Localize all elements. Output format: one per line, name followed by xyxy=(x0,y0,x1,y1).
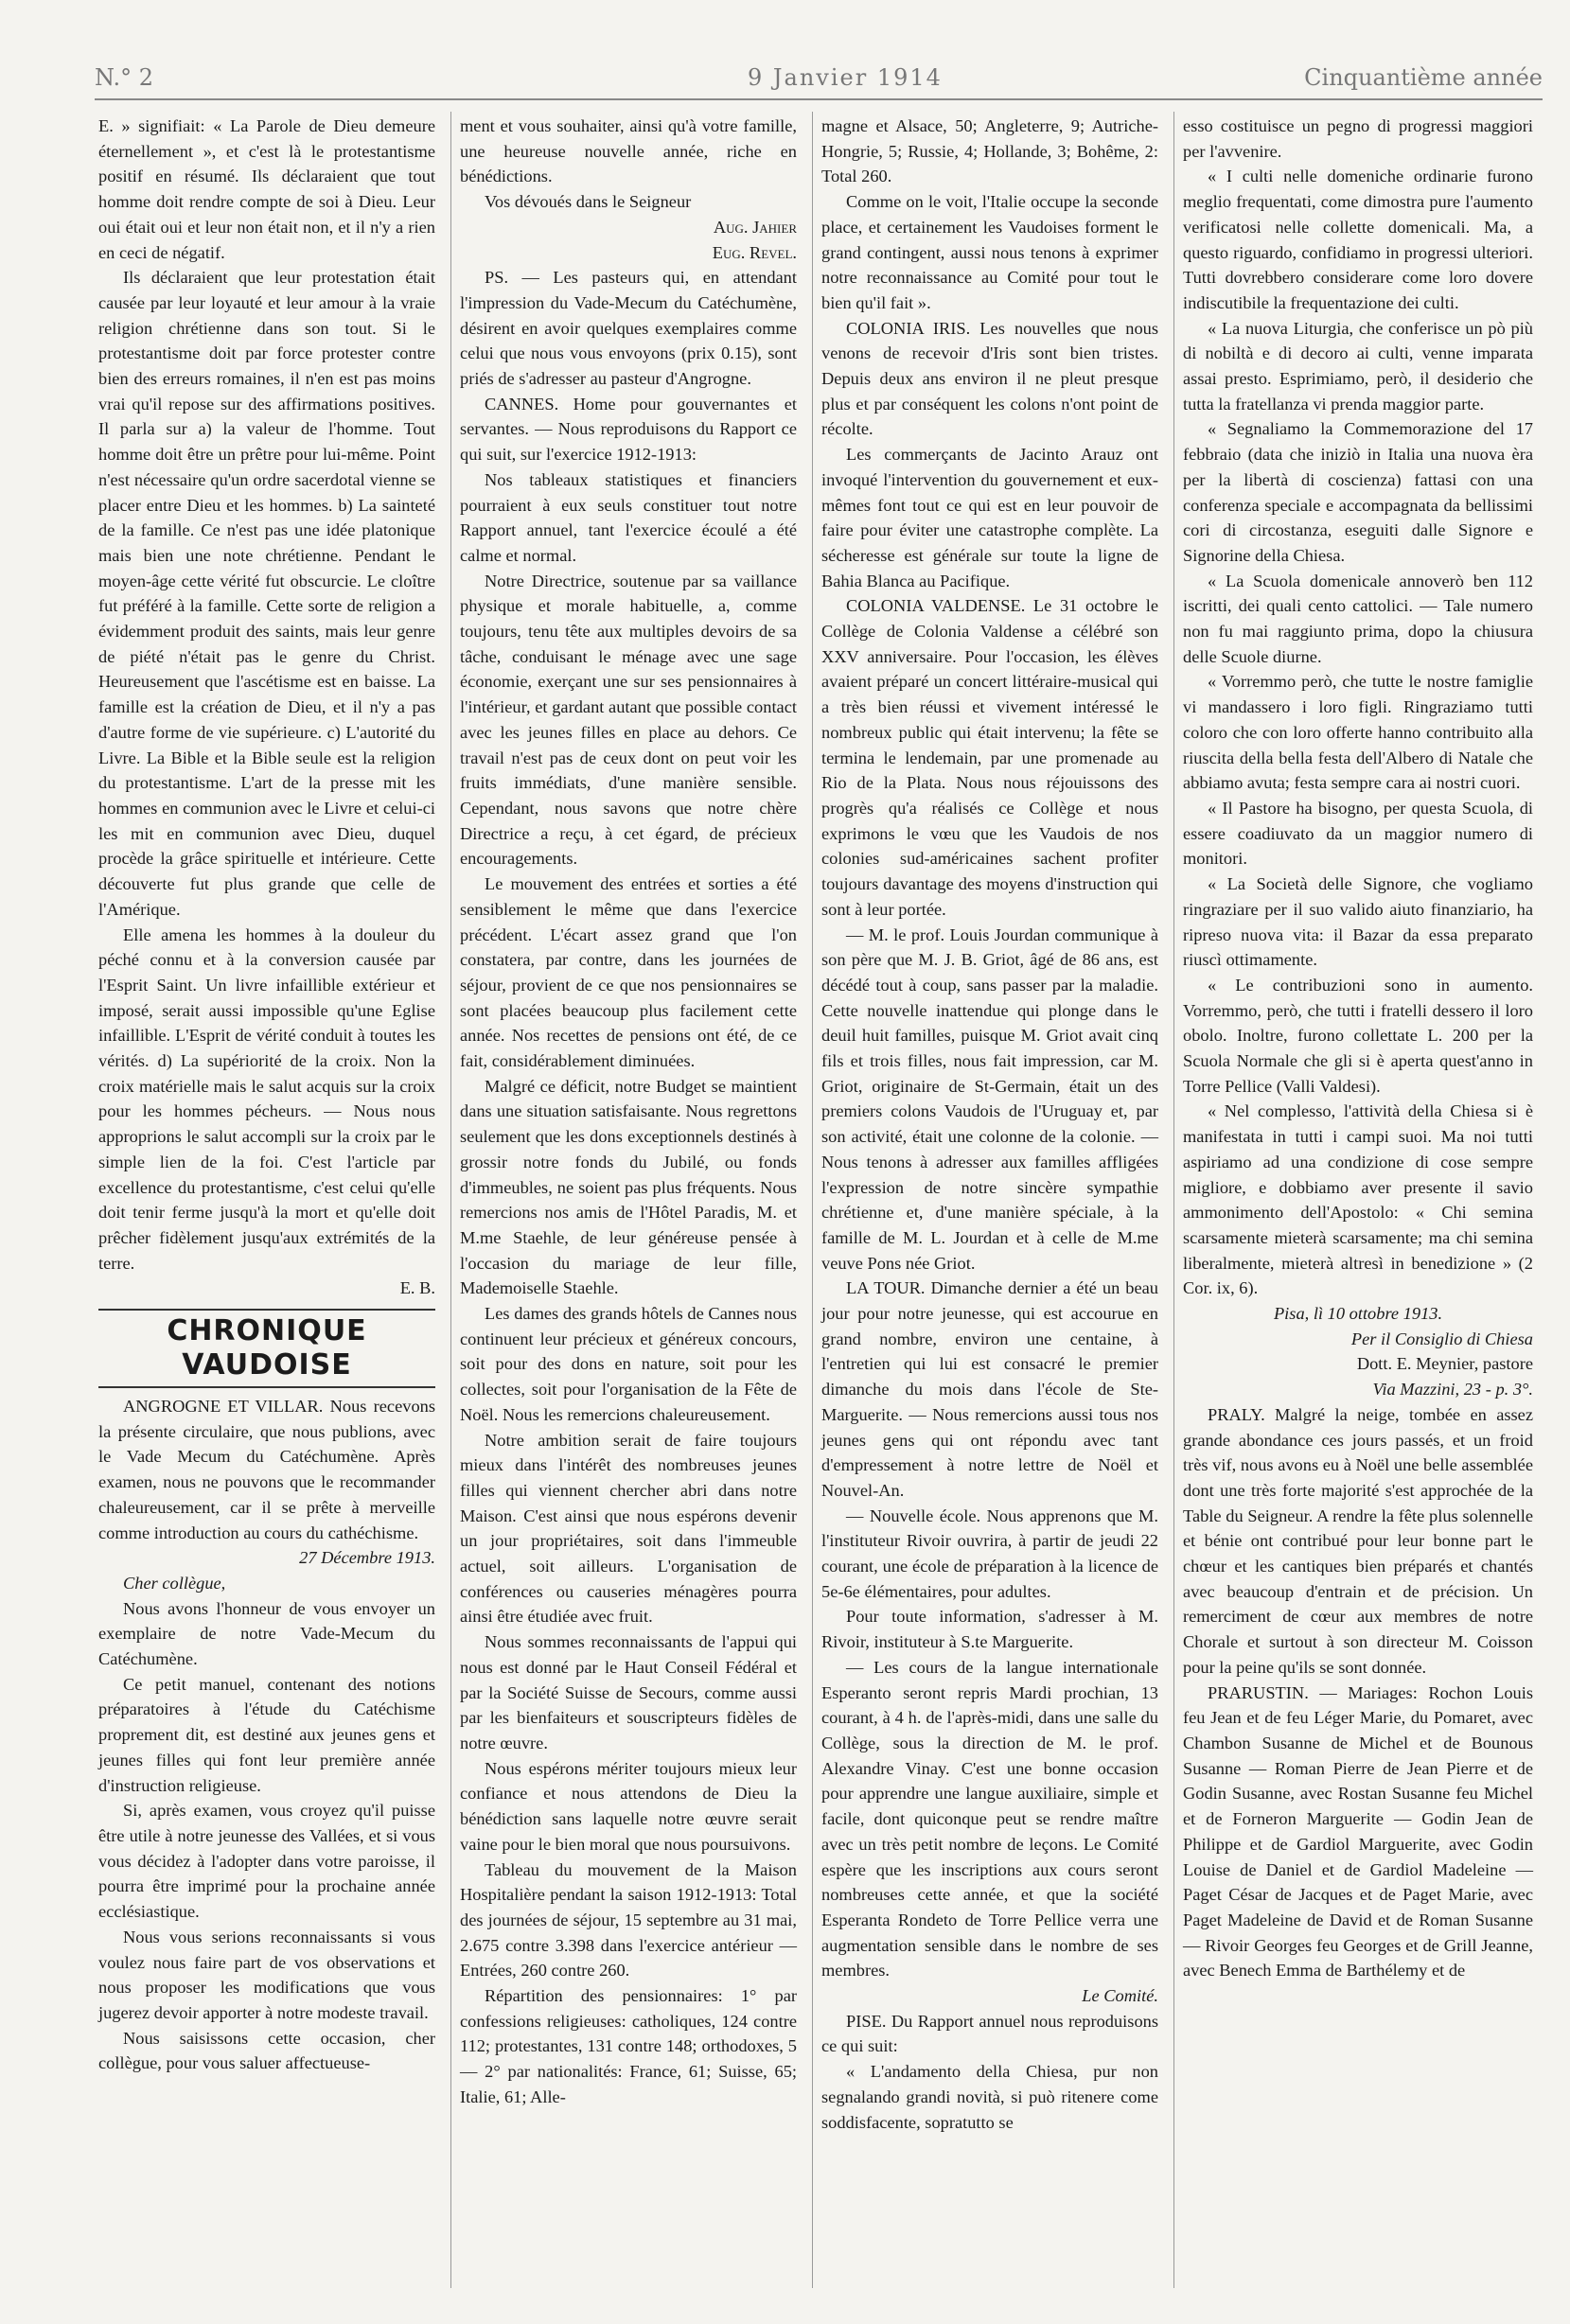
paragraph: Notre Directrice, soutenue par sa vaillance physique et morale habituelle, a, comme toujours, tenu tête aux multiples devoirs de sa tâche, conduisant le ménage avec une sage économie, exerçant une sur ses pensionnaires à l'intérieur, et gardant autant que possible contact avec les jeunes filles en place au dehors. Ce travail n'est pas de ceux dont on peut voir les fruits immédiats, d'une manière sensible. Cependant, nous savons que notre chère Directrice a reçu, à cet égard, de précieux encouragements. xyxy=(460,571,797,869)
issue-number: N.° 2 xyxy=(95,64,153,91)
paragraph: Pour toute information, s'adresser à M. Rivoir, instituteur à S.te Marguerite. xyxy=(821,1607,1158,1652)
paragraph: Les dames des grands hôtels de Cannes nous continuent leur précieux et généreux concours, soit pour des dons en nature, soit pour les collectes, soit pour l'organisation de la Fête de Noël. Nous les remercions chaleureusement. xyxy=(460,1304,797,1424)
paragraph: PRALY. Malgré la neige, tombée en assez grande abondance ces jours passés, et un froid très vif, nous avons eu à Noël une belle assemblée dont une très forte majorité s'est approchée de la Table du Seigneur. A rendre la fête plus solennelle et bénie ont contribué pour leur bonne part le chœur et les cantiques bien préparés et chantés avec beaucoup d'entrain et de précision. Un remerciment de cœur aux membres de notre Chorale et surtout à son directeur M. Coisson pour la peine qu'ils se sont donnée. xyxy=(1183,1404,1533,1677)
paragraph: Malgré ce déficit, notre Budget se maintient dans une situation satisfaisante. Nous regrettons seulement que les dons exceptionnels destinés à grossir notre fonds du Jubilé, ou fonds d'immeubles, ne soient pas plus fréquents. Nous remercions nos amis de l'Hôtel Paradis, M. et M.me Staehle, de leur généreuse pensée à l'occasion du mariage de leur fille, Mademoiselle Staehle. xyxy=(460,1076,797,1298)
volume-year: Cinquantième année xyxy=(1304,64,1543,91)
paragraph: « Nel complesso, l'attività della Chiesa si è manifestata in tutti i campi suoi. Ma noi tutti aspiriamo ad una condizione di cose sempre migliore, e dobbiamo aver presente il savio ammonimento dell'Apostolo: « Chi semina scarsamente mieterà scarsamente; ma chi semina liberalmente, mieterà altresì in benedizione » (2 Cor. ix, 6). xyxy=(1183,1101,1533,1298)
paragraph: « Segnaliamo la Commemorazione del 17 febbraio (data che iniziò in Italia una nuova èra per la libertà di coscienza) fattasi con una conferenza speciale e accompagnata da bellissimi cori di circostanza, eseguiti dalle Signore e Signorine della Chiesa. xyxy=(1183,419,1533,565)
paragraph: esso costituisce un pegno di progressi maggiori per l'avvenire. xyxy=(1183,116,1533,161)
paragraph: LA TOUR. Dimanche dernier a été un beau jour pour notre jeunesse, qui est accourue en grand nombre, environ une centaine, à l'entretien qui lui est consacré le premier dimanche du mois dans l'école de Ste-Marguerite. — Nous remercions aussi tous nos jeunes gens qui ont répondu avec tant d'empressement à notre lettre de Noël et Nouvel-An. xyxy=(821,1278,1158,1500)
paragraph: — M. le prof. Louis Jourdan communique à son père que M. J. B. Griot, âgé de 86 ans, est décédé tout à coup, sans passer par la maladie. Cette nouvelle inattendue qui plonge dans le deuil huit familles, puisque M. Griot avait cinq fils et trois filles, nous fait impression, car M. Griot, originaire de St-Germain, était un des premiers colons Vaudois de l'Uruguay et, par son activité, était une colonne de la colonie. — Nous tenons à adresser aux familles affligées l'expression de notre sincère sympathie chrétienne et, d'une manière spéciale, à la famille de M. L. Jourdan et à celle de M.me veuve Pons née Griot. xyxy=(821,924,1158,1273)
paragraph: Elle amena les hommes à la douleur du péché connu et à la conversion causée par l'Esprit Saint. Un livre infaillible extérieur et imposé, serait aussi impossible qu'une Eglise infaillible. L'Esprit de vérité conduit à toutes les vérités. d) La supériorité de la croix. Non la croix matérielle mais le salut acquis sur la croix pour les hommes pécheurs. — Nous nous approprions le salut accompli sur la croix par le simple lien de la foi. C'est l'article par excellence du protestantisme, c'est celui qu'elle doit tenir ferme jusqu'à la mort et qu'elle doit prêcher fidèlement jusqu'aux extrémités de la terre. xyxy=(98,924,435,1273)
signature: Via Mazzini, 23 - p. 3°. xyxy=(1372,1380,1533,1400)
letter-date: Pisa, lì 10 ottobre 1913. xyxy=(1273,1304,1443,1324)
column-2 xyxy=(460,114,797,2110)
signature: E. B. xyxy=(399,1278,435,1298)
paragraph: « Il Pastore ha bisogno, per questa Scuola, di essere coadiuvato da un maggior numero di monitori. xyxy=(1183,798,1533,869)
paragraph: E. » signifiait: « La Parole de Dieu demeure éternellement », et c'est là le protestantisme positif en résumé. Ils déclaraient que tout homme doit rendre compte de soi à Dieu. Leur oui était oui et leur non était non, et il n'y a rien en ceci de négatif. xyxy=(98,116,435,262)
letter-salutation: Cher collègue, xyxy=(123,1573,226,1593)
paragraph: COLONIA VALDENSE. Le 31 octobre le Collège de Colonia Valdense a célébré son XXV anniversaire. Pour l'occasion, les élèves avaient préparé un concert littéraire-musical qui a très bien réussi et vivement intéressé le nombreux public qui était intervenu; la fête se termina le lendemain, par une promenade au Rio de la Plata. Nous nous réjouissons des progrès qu'a réalisés ce Collège et nous exprimons le vœu que les Vaudois de nos colonies sud-américaines sachent profiter toujours davantage des moyens d'instruction qui sont à leur portée. xyxy=(821,596,1158,919)
signature: Le Comité. xyxy=(1082,1986,1158,2006)
paragraph: « La nuova Liturgia, che conferisce un pò più di nobiltà e di decoro ai culti, venne imparata assai presto. Esprimiamo, però, il desiderio che tutta la fratellanza vi prenda maggior parte. xyxy=(1183,318,1533,414)
header-rule xyxy=(95,98,1543,100)
paragraph: CANNES. Home pour gouvernantes et servantes. — Nous reproduisons du Rapport ce qui suit, sur l'exercice 1912-1913: xyxy=(460,394,797,465)
column-rule xyxy=(812,112,813,2288)
column-4 xyxy=(1183,114,1533,1983)
section-title: CHRONIQUE VAUDOISE xyxy=(98,1309,435,1388)
paragraph: Nos tableaux statistiques et financiers pourraient à eux seuls constituer tout notre Rapport annuel, tant l'exercice écoulé a été calme et normal. xyxy=(460,469,797,565)
paragraph: COLONIA IRIS. Les nouvelles que nous venons de recevoir d'Iris sont bien tristes. Depuis deux ans environ il ne pleut presque plus et par conséquent les colons n'ont point de récolte. xyxy=(821,318,1158,439)
paragraph: — Nouvelle école. Nous apprenons que M. l'instituteur Rivoir ouvrira, à partir de jeudi 22 courant, une école de préparation à la licence de 5e-6e élémentaires, pour adultes. xyxy=(821,1505,1158,1601)
paragraph: « La Scuola domenicale annoverò ben 112 iscritti, dei quali cento cattolici. — Tale numero non fu mai raggiunto prima, dopo la chiusura delle Scuole diurne. xyxy=(1183,571,1533,666)
page-header xyxy=(95,64,1543,97)
paragraph: ANGROGNE ET VILLAR. Nous recevons la présente circulaire, que nous publions, avec le Vade Mecum du Catéchumène. Après examen, nous ne pouvons que le recommander chaleureusement, car il se prête à merveille comme introduction au cours du cathéchisme. xyxy=(98,1397,435,1542)
paragraph: Notre ambition serait de faire toujours mieux dans l'intérêt des nombreuses jeunes filles qui viennent chercher abri dans notre Maison. C'est ainsi que nous espérons devenir un jour propriétaires, soit dans l'immeuble actuel, soit ailleurs. L'organisation de conférences ou causeries ménagères pourra ainsi être étudiée avec fruit. xyxy=(460,1430,797,1627)
paragraph: Nous saisissons cette occasion, cher collègue, pour vous saluer affectueuse- xyxy=(98,2028,435,2073)
paragraph: magne et Alsace, 50; Angleterre, 9; Autriche-Hongrie, 5; Russie, 4; Hollande, 3; Bohême, 2: Total 260. xyxy=(821,116,1158,186)
paragraph: Les commerçants de Jacinto Arauz ont invoqué l'intervention du gouvernement et eux-mêmes font tout ce qui est en leur pouvoir de faire pour éviter une catastrophe complète. La sécheresse est générale sur toute la ligne de Bahia Blanca au Pacifique. xyxy=(821,445,1158,590)
paragraph: Comme on le voit, l'Italie occupe la seconde place, et certainement les Vaudoises forment le grand contingent, aussi nous tenons à exprimer notre reconnaissance au Comité pour tout le bien qu'il fait ». xyxy=(821,192,1158,312)
column-rule xyxy=(1173,112,1174,2288)
paragraph: PS. — Les pasteurs qui, en attendant l'impression du Vade-Mecum du Catéchumène, désirent en avoir quelques exemplaires comme celui que nous vous envoyons (prix 0.15), sont priés de s'adresser au pasteur d'Angrogne. xyxy=(460,268,797,389)
paragraph: « L'andamento della Chiesa, pur non segnalando grandi novità, si può ritenere come soddisfacente, sopratutto se xyxy=(821,2062,1158,2132)
paragraph: « Le contribuzioni sono in aumento. Vorremmo, però, che tutti i fratelli dessero il loro obolo. Inoltre, furono collettate L. 200 per la Scuola Normale che gli si è aperta quest'anno in Torre Pellice (Valli Valdesi). xyxy=(1183,975,1533,1096)
signature: Dott. E. Meynier, pastore xyxy=(1356,1354,1533,1374)
paragraph: « La Società delle Signore, che vogliamo ringraziare per il suo valido aiuto finanziario, ha ripreso nuova vita: il Bazar da essa preparato riuscì ottimamente. xyxy=(1183,874,1533,970)
paragraph: Nous avons l'honneur de vous envoyer un exemplaire de notre Vade-Mecum du Catéchumène. xyxy=(98,1598,435,1669)
paragraph: PISE. Du Rapport annuel nous reproduisons ce qui suit: xyxy=(821,2011,1158,2056)
column-rule xyxy=(450,112,451,2288)
paragraph: « I culti nelle domeniche ordinarie furono meglio frequentati, come dimostra pure l'aumento verificatosi nelle collette domenicali. Ma, a questo riguardo, confidiamo in progressi ulteriori. Tutti dovrebbero considerare come loro dovere indiscutibile la frequentazione dei culti. xyxy=(1183,167,1533,312)
letter-date: 27 Décembre 1913. xyxy=(299,1548,435,1568)
paragraph: Vos dévoués dans le Seigneur xyxy=(485,192,692,212)
paragraph: Ce petit manuel, contenant des notions préparatoires à l'étude du Catéchisme proprement dit, est destiné aux jeunes gens et jeunes filles qui font leur première année d'instruction religieuse. xyxy=(98,1674,435,1795)
paragraph: Tableau du mouvement de la Maison Hospitalière pendant la saison 1912-1913: Total des journées de séjour, 15 septembre au 31 mai, 2.675 contre 3.398 dans l'exercice antérieur — Entrées, 260 contre 260. xyxy=(460,1859,797,1981)
issue-date: 9 Janvier 1914 xyxy=(748,64,943,91)
paragraph: Nous espérons mériter toujours mieux leur confiance et nous attendons de Dieu la bénédiction sans laquelle notre œuvre serait vaine pour le bien moral que nous poursuivons. xyxy=(460,1758,797,1854)
signature: Per il Consiglio di Chiesa xyxy=(1350,1329,1533,1348)
paragraph: Nous vous serions reconnaissants si vous voulez nous faire part de vos observations et nous proposer les modifications que vous jugerez devoir apporter à notre modeste travail. xyxy=(98,1927,435,2022)
column-1 xyxy=(98,114,435,2076)
paragraph: « Vorremmo però, che tutte le nostre famiglie vi mandassero i loro figli. Ringraziamo tutti coloro che con loro offerte hanno contribuito alla riuscita della bella festa dell'Albero di Natale che abbiamo avuta; festa sempre cara ai nostri cuori. xyxy=(1183,672,1533,793)
paragraph: Le mouvement des entrées et sorties a été sensiblement le même que dans l'exercice précédent. L'écart assez grand que l'on constatera, par contre, dans les journées de séjour, provient de ce que nos pensionnaires se sont placées beaucoup plus facilement cette année. Nos recettes de pensions ont été, de ce fait, considérablement diminuées. xyxy=(460,874,797,1071)
paragraph: Ils déclaraient que leur protestation était causée par leur loyauté et leur amour à la vraie religion chrétienne dans son tout. Si le protestantisme doit par force protester contre bien des erreurs romaines, il n'en est pas moins vrai qu'il repose sur des affirmations positives. Il parla sur a) la valeur de l'homme. Tout homme doit être un prêtre pour lui-même. Point n'est nécessaire qu'un ordre sacerdotal vienne se placer entre Dieu et les hommes. b) La sainteté de la famille. Ce n'est pas une idée platonique mais bien une note chrétienne. Pendant le moyen-âge cette vérité fut obscurcie. Le cloître fut préféré à la famille. Cette sorte de religion a évidemment produit des saints, mais leur genre de piété n'était pas le genre du Christ. Heureusement que l'ascétisme est en baisse. La famille est la création de Dieu, et il n'y a pas d'autre forme de vie supérieure. c) L'autorité du Livre. La Bible et la Bible seule est la religion du protestantisme. L'art de la presse mit les hommes en communion avec le Livre et celui-ci les mit en communion avec Dieu, duquel procède la grâce spirituelle et intérieure. Cette découverte fut plus grande que celle de l'Amérique. xyxy=(98,268,435,919)
paragraph: PRARUSTIN. — Mariages: Rochon Louis feu Jean et de feu Léger Marie, du Pomaret, avec Chambon Susanne de Michel et de Bounous Susanne — Roman Pierre de Jean Pierre et de Godin Susanne, avec Rostan Susanne feu Michel et de Forneron Marguerite — Godin Jean de Philippe et de Gardiol Marguerite, avec Godin Louise de Daniel et de Gardiol Madeleine — Paget César de Jacques et de Paget Marie, avec Paget Madeleine de David et de Roman Susanne — Rivoir Georges feu Georges et de Grill Jeanne, avec Benech Emma de Barthélemy et de xyxy=(1183,1682,1533,1981)
column-3 xyxy=(821,114,1158,2135)
paragraph: — Les cours de la langue internationale Esperanto seront repris Mardi prochian, 13 courant, à 4 h. de l'après-midi, dans une salle du Collège, sous la direction de M. le prof. Alexandre Vinay. C'est une bonne occasion pour apprendre une langue auxiliaire, simple et facile, dont quiconque peut se rendre maître avec un très petit nombre de leçons. Le Comité espère que les inscriptions aux cours seront nombreuses cette année, et que la société Esperanta Rondeto de Torre Pellice verra une augmentation sensible dans le nombre de ses membres. xyxy=(821,1657,1158,1981)
signature: Aug. Jahier xyxy=(713,217,797,237)
paragraph: Répartition des pensionnaires: 1° par confessions religieuses: catholiques, 124 contre 112; protestantes, 131 contre 148; orthodoxes, 5 — 2° par nationalités: France, 61; Suisse, 65; Italie, 61; Alle- xyxy=(460,1986,797,2106)
paragraph: Nous sommes reconnaissants de l'appui qui nous est donné par le Haut Conseil Fédéral et par la Société Suisse de Secours, comme aussi par les bienfaiteurs et souscripteurs fidèles de notre œuvre. xyxy=(460,1632,797,1752)
paragraph: Si, après examen, vous croyez qu'il puisse être utile à notre jeunesse des Vallées, et si vous vous décidez à l'adopter dans votre paroisse, il pourra être imprimé pour la prochaine année ecclésiastique. xyxy=(98,1801,435,1922)
signature: Eug. Revel. xyxy=(712,242,797,262)
paragraph: ment et vous souhaiter, ainsi qu'à votre famille, une heureuse nouvelle année, riche en bénédictions. xyxy=(460,116,797,186)
